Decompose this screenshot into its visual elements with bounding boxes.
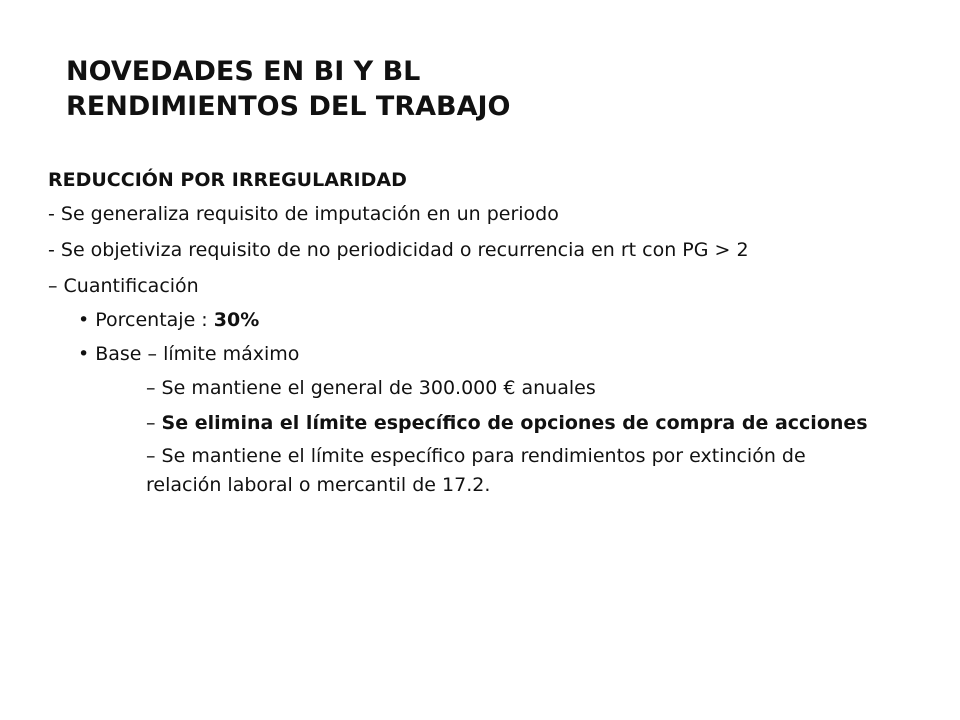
list-item-periodicidad: - Se objetiviza requisito de no periodicidad o recurrencia en rt con PG > 2 — [48, 239, 749, 261]
sub-item-opciones — [48, 409, 886, 438]
slide-title — [66, 54, 511, 124]
list-item-cuantificacion: – Cuantificación — [48, 275, 199, 297]
bullet-dot: • — [78, 343, 90, 365]
sub-item-general: – Se mantiene el general de 300.000 € anuales — [146, 377, 596, 399]
list-item-imputacion: - Se generaliza requisito de imputación en un periodo — [48, 203, 559, 225]
bullet-dot: • — [78, 309, 90, 331]
porcentaje-value: 30% — [213, 309, 260, 331]
title-line-1: NOVEDADES EN BI Y BL — [66, 56, 421, 87]
bullet-base — [48, 337, 928, 371]
section-heading: REDUCCIÓN POR IRREGULARIDAD — [48, 169, 407, 191]
slide-content — [48, 163, 928, 504]
title-line-2: RENDIMIENTOS DEL TRABAJO — [66, 91, 511, 122]
bullet-porcentaje — [48, 303, 928, 337]
porcentaje-label: Porcentaje : — [95, 309, 214, 331]
sub-item-extincion: – Se mantiene el límite específico para rendimientos por extinción de relación laboral o mercantil de 17.2. — [146, 445, 806, 496]
sub-item-dash: – — [146, 412, 162, 434]
base-label: Base – límite máximo — [95, 343, 300, 365]
sub-item-opciones-text: Se elimina el límite específico de opciones de compra de acciones — [161, 412, 868, 434]
